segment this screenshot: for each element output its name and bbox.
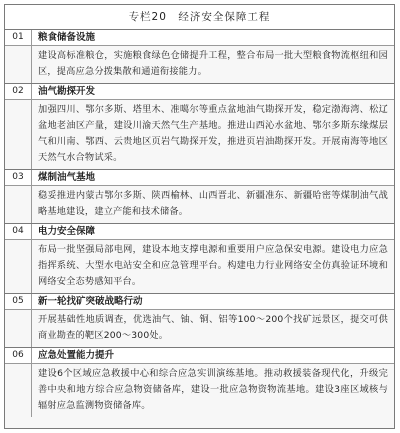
section-title: 应急处置能力提升 <box>38 350 115 361</box>
section-number: 04 <box>12 226 24 236</box>
section-body: 建设6个区域应急救援中心和综合应急实训演练基地。推动救援装备现代化，升级完善中央和地方综合应急物资储备库，建设一批应急物资物流基地。建设3座区域核与辐射应急监测物资储备库。 <box>38 368 388 411</box>
section-body: 稳妥推进内蒙古鄂尔多斯、陕西榆林、山西晋北、新疆准东、新疆哈密等煤制油气战略基地建设，建立产能和技术储备。 <box>38 190 388 217</box>
section-title-row <box>5 170 394 186</box>
section-coal-to-oil <box>5 170 394 224</box>
section-title: 油气勘探开发 <box>38 86 96 97</box>
section-body: 加强四川、鄂尔多斯、塔里木、准噶尔等重点盆地油气勘探开发，稳定渤海湾、松辽盆地老油区产量，建设川渝天然气生产基地。推进山西沁水盆地、鄂尔多斯东缘煤层气和川南、鄂西、云贵地区页岩气勘探开发，推进页岩油勘探开发。开展南海等地区天然气水合物试采。 <box>38 104 388 163</box>
number-column <box>5 224 32 293</box>
section-body: 开展基础性地质调查，优选油气、铀、铜、铝等100～200个找矿远景区，提交可供商业勘查的靶区200～300处。 <box>38 314 388 341</box>
section-number: 03 <box>12 172 24 182</box>
section-title-row <box>5 30 394 46</box>
section-emergency-response <box>5 348 394 417</box>
section-grain-reserve <box>5 30 394 84</box>
section-number: 06 <box>12 350 24 360</box>
number-column <box>5 348 32 417</box>
section-title: 电力安全保障 <box>38 226 96 237</box>
section-oil-gas <box>5 84 394 170</box>
section-title: 煤制油气基地 <box>38 172 96 183</box>
section-number: 01 <box>12 32 24 42</box>
table-frame <box>4 4 395 429</box>
number-column <box>5 170 32 223</box>
section-title-row <box>5 224 394 240</box>
section-title-row <box>5 294 394 310</box>
section-power-security <box>5 224 394 294</box>
section-title: 粮食储备设施 <box>38 32 96 43</box>
section-title-row <box>5 348 394 364</box>
table-title: 专栏20 经济安全保障工程 <box>5 5 394 30</box>
section-number: 02 <box>12 86 24 96</box>
section-title-row <box>5 84 394 100</box>
section-body: 布局一批坚强局部电网，建设本地支撑电源和重要用户应急保安电源。建设电力应急指挥系统、大型水电站安全和应急管理平台。构建电力行业网络安全仿真验证环境和网络安全态势感知平台。 <box>38 244 388 287</box>
section-mineral-exploration <box>5 294 394 348</box>
section-number: 05 <box>12 296 24 306</box>
number-column <box>5 30 32 83</box>
number-column <box>5 84 32 169</box>
number-column <box>5 294 32 347</box>
section-title: 新一轮找矿突破战略行动 <box>38 296 143 307</box>
section-body: 建设高标准粮仓，实施粮食绿色仓储提升工程，整合布局一批大型粮食物流枢纽和园区，提高应急分拨集散和通道衔接能力。 <box>38 50 388 77</box>
